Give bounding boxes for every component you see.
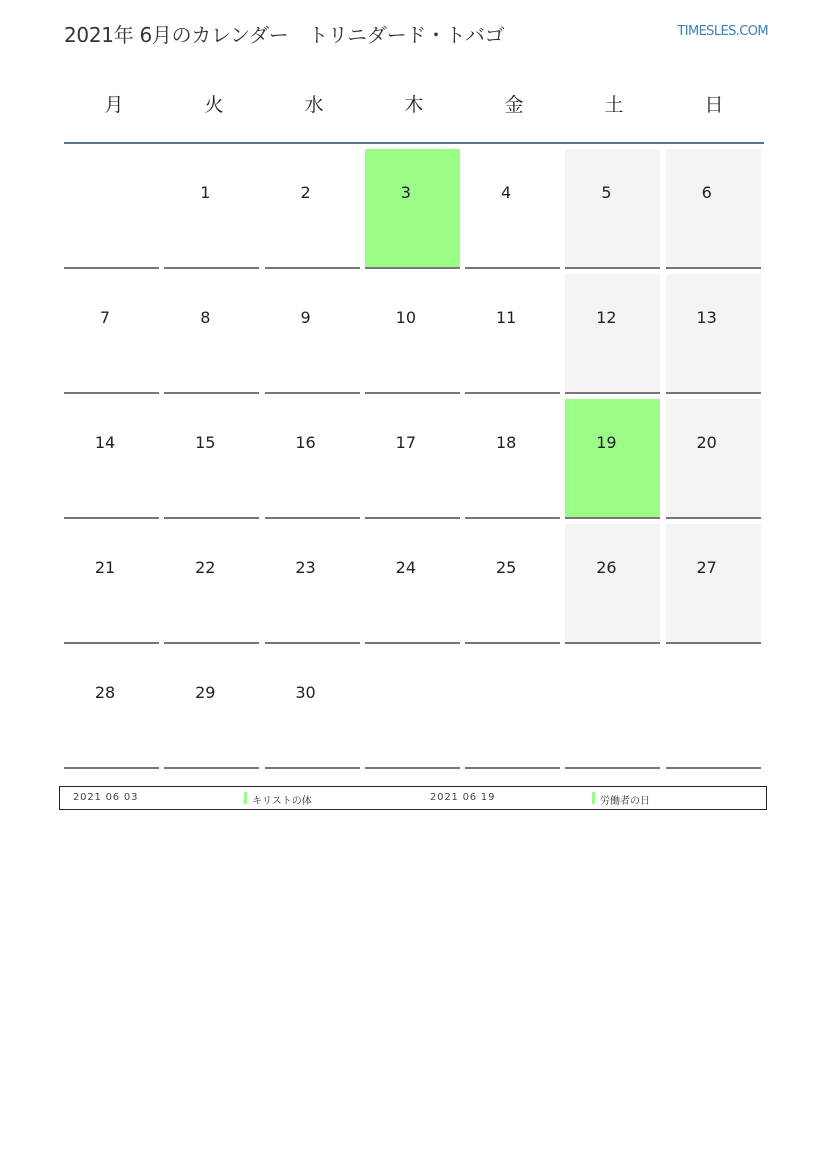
day-number: 18 [495, 433, 517, 452]
site-logo-link[interactable]: TIMESLES.COM [677, 24, 768, 39]
day-number: 14 [94, 433, 116, 452]
day-number: 17 [395, 433, 417, 452]
weekday-friday: 金 [504, 94, 524, 116]
day-number: 16 [295, 433, 316, 452]
calendar-day-cell [465, 399, 560, 519]
calendar-week-row [64, 649, 766, 774]
day-number: 29 [195, 683, 216, 702]
calendar-grid [64, 149, 766, 774]
day-number: 7 [99, 308, 111, 327]
calendar-empty-cell [565, 649, 660, 769]
calendar-day-cell [365, 399, 460, 519]
calendar-day-cell [64, 524, 159, 644]
day-number: 4 [501, 183, 512, 202]
page-title: 2021年 6月のカレンダー トリニダード・トバゴ [64, 23, 505, 47]
day-number: 1 [200, 183, 211, 202]
day-number: 27 [696, 558, 717, 577]
weekday-monday: 月 [104, 94, 124, 116]
calendar-day-cell [164, 274, 259, 394]
calendar-empty-cell [465, 649, 560, 769]
day-number: 6 [701, 183, 712, 202]
day-number: 5 [601, 183, 612, 202]
calendar-day-cell [265, 274, 360, 394]
legend-holiday-name: 労働者の日 [600, 796, 650, 807]
legend-date: 2021 06 19 [430, 792, 496, 803]
weekday-sunday: 日 [704, 94, 724, 116]
calendar-day-cell [365, 149, 460, 269]
weekday-tuesday: 火 [204, 94, 224, 116]
calendar-day-cell [164, 149, 259, 269]
calendar-day-cell [565, 274, 660, 394]
legend-holiday-marker [244, 792, 247, 804]
calendar-day-cell [164, 524, 259, 644]
day-number: 23 [295, 558, 316, 577]
calendar-week-row [64, 524, 766, 649]
calendar-day-cell [465, 149, 560, 269]
calendar-day-cell [64, 274, 159, 394]
legend-holiday-name: キリストの体 [252, 796, 312, 807]
legend-date: 2021 06 03 [73, 792, 139, 803]
day-number: 15 [195, 433, 216, 452]
holiday-legend [59, 786, 767, 810]
day-number: 9 [300, 308, 311, 327]
calendar-week-row [64, 399, 766, 524]
calendar-day-cell [666, 149, 761, 269]
calendar-day-cell [465, 524, 560, 644]
calendar-day-cell [265, 399, 360, 519]
day-number: 22 [195, 558, 216, 577]
day-number: 19 [596, 433, 617, 452]
calendar-week-row [64, 274, 766, 399]
day-number: 30 [295, 683, 316, 702]
weekday-header-row [64, 80, 764, 144]
day-number: 13 [696, 308, 717, 327]
calendar-day-cell [465, 274, 560, 394]
weekday-saturday: 土 [604, 94, 624, 116]
calendar-day-cell [64, 649, 159, 769]
calendar-day-cell [365, 274, 460, 394]
calendar-day-cell [666, 274, 761, 394]
calendar-day-cell [64, 399, 159, 519]
day-number: 21 [94, 558, 116, 577]
calendar-day-cell [265, 649, 360, 769]
day-number: 25 [495, 558, 517, 577]
legend-holiday-marker [592, 792, 595, 804]
calendar-day-cell [565, 399, 660, 519]
day-number: 24 [395, 558, 417, 577]
calendar-day-cell [164, 649, 259, 769]
day-number: 8 [200, 308, 211, 327]
calendar-day-cell [265, 149, 360, 269]
calendar-empty-cell [365, 649, 460, 769]
calendar-day-cell [565, 524, 660, 644]
calendar-day-cell [666, 524, 761, 644]
calendar-day-cell [365, 524, 460, 644]
calendar-empty-cell [666, 649, 761, 769]
weekday-wednesday: 水 [304, 94, 324, 116]
calendar-day-cell [666, 399, 761, 519]
day-number: 10 [395, 308, 417, 327]
day-number: 3 [400, 183, 411, 202]
calendar-day-cell [164, 399, 259, 519]
day-number: 26 [596, 558, 617, 577]
day-number: 2 [300, 183, 311, 202]
day-number: 11 [495, 308, 517, 327]
day-number: 20 [696, 433, 717, 452]
calendar-week-row [64, 149, 766, 274]
weekday-thursday: 木 [404, 94, 424, 116]
day-number: 12 [596, 308, 617, 327]
calendar-day-cell [565, 149, 660, 269]
calendar-empty-cell [64, 149, 159, 269]
calendar-day-cell [265, 524, 360, 644]
day-number: 28 [94, 683, 116, 702]
